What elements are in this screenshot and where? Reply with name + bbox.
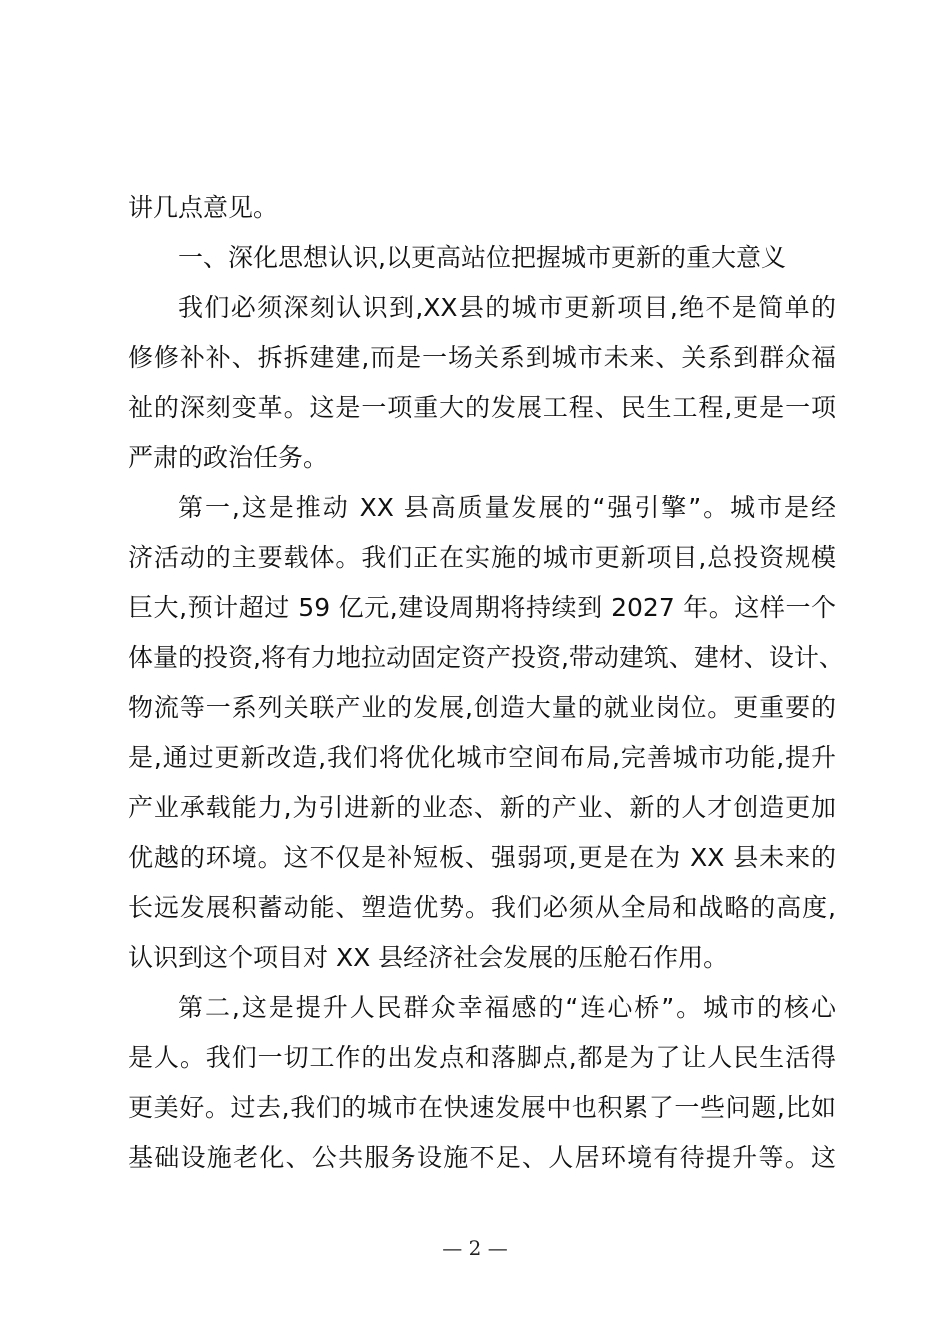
text-line: 巨大,预计超过 59 亿元,建设周期将持续到 2027 年。这样一个 bbox=[128, 593, 836, 622]
text-line: 体量的投资,将有力地拉动固定资产投资,带动建筑、建材、设计、 bbox=[128, 643, 844, 672]
text-line: 严肃的政治任务。 bbox=[128, 443, 329, 472]
text-line: 长远发展积蓄动能、塑造优势。我们必须从全局和战略的高度, bbox=[128, 893, 836, 922]
text-line: 优越的环境。这不仅是补短板、强弱项,更是在为 XX 县未来的 bbox=[128, 843, 836, 872]
text-line: 第一,这是推动 XX 县高质量发展的“强引擎”。城市是经 bbox=[178, 493, 836, 522]
text-line: 物流等一系列关联产业的发展,创造大量的就业岗位。更重要的 bbox=[128, 693, 836, 722]
text-line: 是,通过更新改造,我们将优化城市空间布局,完善城市功能,提升 bbox=[128, 743, 836, 772]
text-line: 是人。我们一切工作的出发点和落脚点,都是为了让人民生活得 bbox=[128, 1043, 836, 1072]
text-line: 认识到这个项目对 XX 县经济社会发展的压舱石作用。 bbox=[128, 943, 729, 972]
page-number: — 2 — bbox=[442, 1236, 508, 1260]
text-line: 讲几点意见。 bbox=[128, 193, 279, 222]
body-text bbox=[128, 183, 844, 1183]
text-line: 修修补补、拆拆建建,而是一场关系到城市未来、关系到群众福 bbox=[128, 343, 836, 372]
text-line: 祉的深刻变革。这是一项重大的发展工程、民生工程,更是一项 bbox=[128, 393, 836, 422]
section-heading: 一、深化思想认识,以更高站位把握城市更新的重大意义 bbox=[178, 243, 786, 272]
text-line: 更美好。过去,我们的城市在快速发展中也积累了一些问题,比如 bbox=[128, 1093, 836, 1122]
text-line: 济活动的主要载体。我们正在实施的城市更新项目,总投资规模 bbox=[128, 543, 836, 572]
text-line: 第二,这是提升人民群众幸福感的“连心桥”。城市的核心 bbox=[178, 993, 836, 1022]
text-line: 基础设施老化、公共服务设施不足、人居环境有待提升等。这 bbox=[128, 1143, 836, 1172]
text-line: 我们必须深刻认识到,XX县的城市更新项目,绝不是简单的 bbox=[178, 293, 836, 322]
text-line: 产业承载能力,为引进新的业态、新的产业、新的人才创造更加 bbox=[128, 793, 836, 822]
